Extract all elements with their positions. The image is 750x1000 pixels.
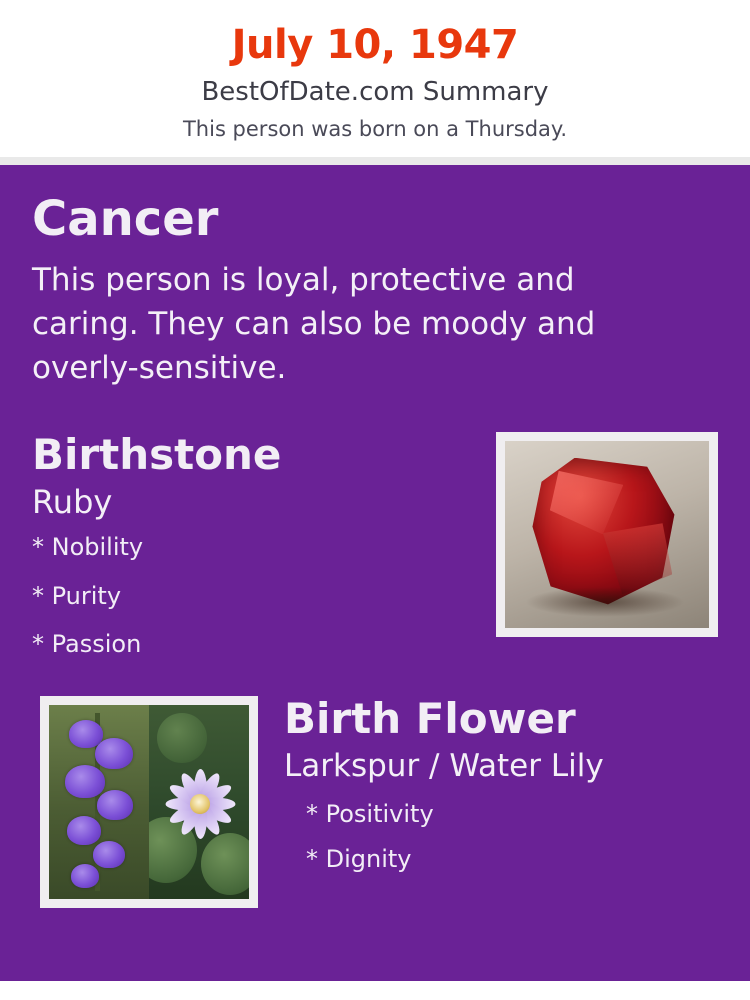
page-title: July 10, 1947 [231,22,519,68]
birth-flower-text-block [284,693,718,873]
water-lily-bloom [171,759,229,848]
page-header [0,0,750,157]
ruby-drop-shadow [525,587,684,617]
ruby-crystal-image [505,441,709,628]
site-summary-label: BestOfDate.com Summary [201,77,549,107]
birthstone-image-frame [496,432,718,637]
larkspur-bloom [65,765,105,798]
birthstone-title: Birthstone [32,429,282,479]
zodiac-sign-name: Cancer [32,191,219,248]
birth-flower-trait: * Positivity [306,800,434,829]
zodiac-panel [0,165,750,981]
birthstone-trait: * Nobility [32,533,144,562]
birth-flower-name: Larkspur / Water Lily [284,748,604,785]
larkspur-bloom [97,790,133,820]
birth-day-note: This person was born on a Thursday. [182,116,568,141]
birthstone-name: Ruby [32,483,113,522]
larkspur-bloom [71,864,99,888]
zodiac-description: This person is loyal, protective and caring. They can also be moody and overly-sensitive. [32,261,596,386]
birth-flower-image-frame [40,696,258,908]
birthstone-trait: * Purity [32,581,122,610]
header-divider [0,157,750,165]
lily-center [190,794,210,814]
lily-pad [157,713,207,763]
birth-flower-trait: * Dignity [306,844,412,873]
larkspur-bloom [95,738,133,769]
birth-flower-title: Birth Flower [284,693,576,743]
birth-flower-trait-list [284,801,718,872]
birthstone-trait: * Passion [32,629,142,658]
birthstone-section [32,429,718,662]
birth-flower-section [32,693,718,916]
birth-flower-image [49,705,249,899]
larkspur-photo-half [49,705,149,899]
larkspur-bloom [93,841,125,868]
larkspur-bloom [67,816,101,845]
water-lily-photo-half [149,705,249,899]
birthstone-text-block [32,429,472,658]
